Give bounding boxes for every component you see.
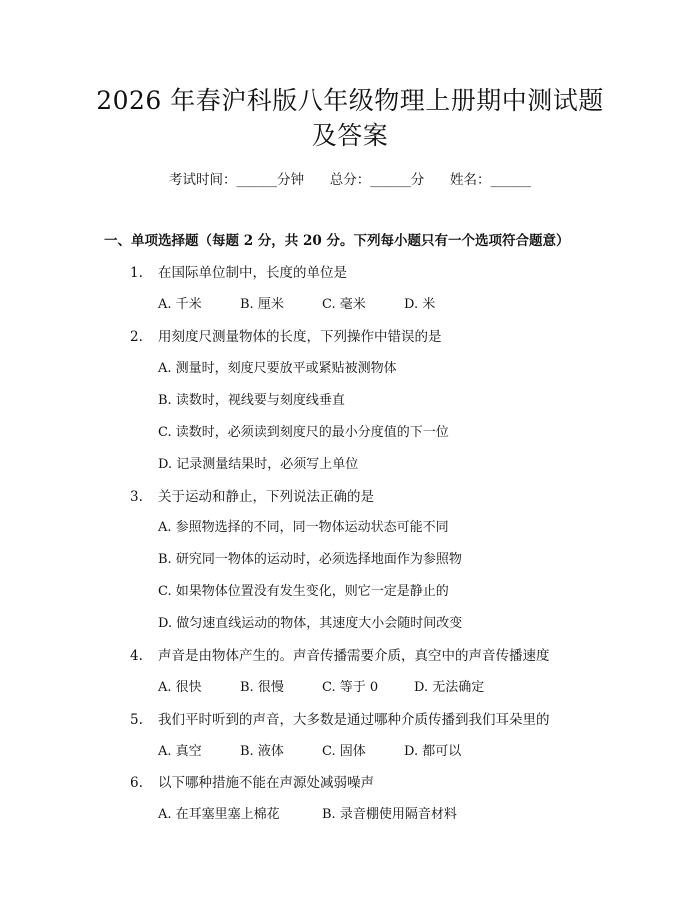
option-a: A. 千米	[158, 297, 202, 312]
question-6-options	[158, 803, 457, 822]
option-b: B. 读数时，视线要与刻度线垂直	[158, 393, 345, 408]
question-number: 1.	[130, 265, 143, 281]
question-5-options	[158, 740, 461, 759]
question-1	[130, 261, 347, 281]
option-d: D. 记录测量结果时，必须写上单位	[158, 457, 359, 472]
option-b: B. 液体	[240, 744, 284, 759]
question-3	[130, 485, 374, 505]
section-heading-single-choice: 一、单项选择题（每题 2 分，共 20 分。下列每小题只有一个选项符合题意）	[104, 233, 570, 249]
question-number: 6.	[130, 775, 143, 791]
page-title: 2026 年春沪科版八年级物理上册期中测试题	[96, 86, 604, 115]
question-4-options	[158, 676, 484, 695]
question-6	[130, 771, 374, 791]
option-b: B. 录音棚使用隔音材料	[322, 807, 457, 822]
question-number: 5.	[130, 712, 143, 728]
option-b: B. 研究同一物体的运动时，必须选择地面作为参照物	[158, 552, 462, 567]
question-text: 用刻度尺测量物体的长度，下列操作中错误的是	[158, 329, 442, 345]
option-c: C. 固体	[322, 744, 366, 759]
exam-info-line: 考试时间：______分钟 总分：______分 姓名：______	[169, 172, 531, 188]
question-number: 4.	[130, 648, 143, 664]
question-number: 2.	[130, 329, 143, 345]
question-number: 3.	[130, 489, 143, 505]
question-1-options	[158, 293, 435, 312]
option-c: C. 毫米	[322, 297, 366, 312]
question-text: 声音是由物体产生的。声音传播需要介质，真空中的声音传播速度	[158, 648, 550, 664]
question-text: 在国际单位制中，长度的单位是	[158, 265, 347, 281]
option-c: C. 读数时，必须读到刻度尺的最小分度值的下一位	[158, 425, 449, 440]
question-4	[130, 644, 550, 664]
option-b: B. 很慢	[240, 680, 284, 695]
option-d: D. 无法确定	[414, 680, 485, 695]
option-a: A. 测量时，刻度尺要放平或紧贴被测物体	[158, 361, 397, 376]
option-d: D. 都可以	[404, 744, 462, 759]
option-d: D. 做匀速直线运动的物体，其速度大小会随时间改变	[158, 616, 463, 631]
option-c: C. 如果物体位置没有发生变化，则它一定是静止的	[158, 584, 449, 599]
option-a: A. 在耳塞里塞上棉花	[158, 807, 280, 822]
question-2	[130, 325, 442, 345]
question-text: 我们平时听到的声音，大多数是通过哪种介质传播到我们耳朵里的	[158, 712, 550, 728]
option-d: D. 米	[404, 297, 436, 312]
option-c: C. 等于 0	[322, 680, 379, 695]
page-title-continued: 及答案	[311, 121, 389, 150]
question-text: 关于运动和静止，下列说法正确的是	[158, 489, 374, 505]
option-b: B. 厘米	[240, 297, 284, 312]
question-5	[130, 708, 550, 728]
option-a: A. 参照物选择的不同，同一物体运动状态可能不同	[158, 520, 449, 535]
question-text: 以下哪种措施不能在声源处减弱噪声	[158, 775, 374, 791]
option-a: A. 很快	[158, 680, 202, 695]
option-a: A. 真空	[158, 744, 202, 759]
